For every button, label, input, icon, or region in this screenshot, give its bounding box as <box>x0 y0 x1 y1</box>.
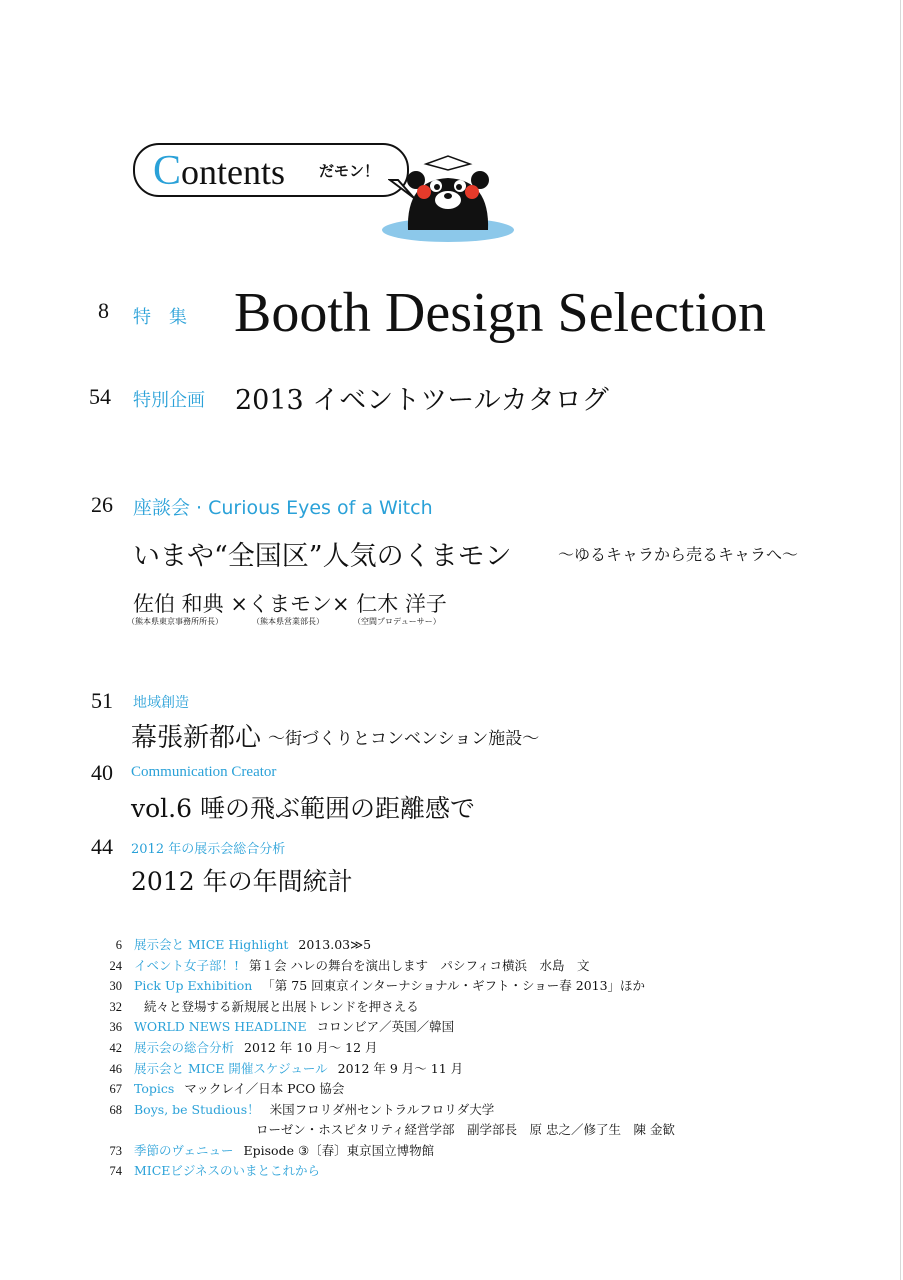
comm-page: 40 <box>91 760 113 785</box>
regional-title: 幕張新都心 <box>131 723 262 753</box>
roundtable-subtitle: 〜ゆるキャラから売るキャラへ〜 <box>558 545 799 564</box>
toc-item: 74 MICEビジネスのいまとこれから <box>109 1163 321 1178</box>
analysis-title: 2012 年の年間統計 <box>131 867 353 896</box>
feature-title: Booth Design Selection <box>234 282 766 344</box>
roundtable-page: 26 <box>91 492 113 517</box>
regional-page: 51 <box>91 688 113 713</box>
toc-item: 30 Pick Up Exhibition 「第 75 回東京インターナショナル・ギフト・ショー春 2013」ほか <box>109 978 646 993</box>
regional-label: 地域創造 <box>133 695 189 711</box>
contents-heading: Contents <box>153 148 286 194</box>
contents-speech-bubble <box>133 143 409 197</box>
feature-page: 8 <box>98 298 109 323</box>
toc-item: 6 展示会と MICE Highlight 2013.03≫5 <box>115 937 372 952</box>
roundtable-people: 佐伯 和典 ×くまモン× 仁木 洋子 <box>133 592 447 616</box>
toc-item: 46 展示会と MICE 開催スケジュール 2012 年 9 月〜 11 月 <box>109 1061 464 1076</box>
regional-subtitle: 〜街づくりとコンベンション施設〜 <box>268 729 540 749</box>
contents-tagline: だモン！ <box>319 162 380 180</box>
feature-label: 特 集 <box>133 307 187 328</box>
roundtable-role-3: （空間プロデューサー） <box>353 617 441 626</box>
toc-item: 24 イベント女子部！! 第１会 ハレの舞台を演出します パシフィコ横浜 水島 文 <box>109 958 590 973</box>
analysis-label: 2012 年の展示会総合分析 <box>131 842 286 857</box>
roundtable-role-1: （熊本県東京事務所所長） <box>127 617 223 626</box>
toc-item: 32 続々と登場する新規展と出展トレンドを押さえる <box>109 999 419 1014</box>
special-title: 2013 イベントツールカタログ <box>235 385 609 416</box>
analysis-page: 44 <box>91 834 113 859</box>
roundtable-role-2: （熊本県営業部長） <box>252 617 324 626</box>
comm-title: vol.6 唾の飛ぶ範囲の距離感で <box>131 794 475 823</box>
kumamon-mascot-icon <box>378 150 518 250</box>
toc-item: 68 Boys, be Studious！ 米国フロリダ州セントラルフロリダ大学 <box>109 1102 495 1117</box>
toc-item: 42 展示会の総合分析 2012 年 10 月〜 12 月 <box>109 1040 378 1055</box>
special-label: 特別企画 <box>133 390 205 411</box>
toc-item: 73 季節のヴェニュー Episode ③〔春〕東京国立博物館 <box>109 1143 435 1158</box>
special-page: 54 <box>89 384 111 409</box>
toc-item: 36 WORLD NEWS HEADLINE コロンビア／英国／韓国 <box>109 1019 455 1034</box>
toc-item-continued: ローゼン・ホスピタリティ経営学部 副学部長 原 忠之／修了生 陳 金歓 <box>256 1122 675 1137</box>
page-edge-line <box>900 0 901 1280</box>
roundtable-title: いまや“全国区”人気のくまモン <box>133 541 512 572</box>
roundtable-label: 座談会 · Curious Eyes of a Witch <box>133 497 433 519</box>
toc-item: 67 Topics マックレイ／日本 PCO 協会 <box>109 1081 345 1096</box>
comm-label: Communication Creator <box>131 764 277 780</box>
